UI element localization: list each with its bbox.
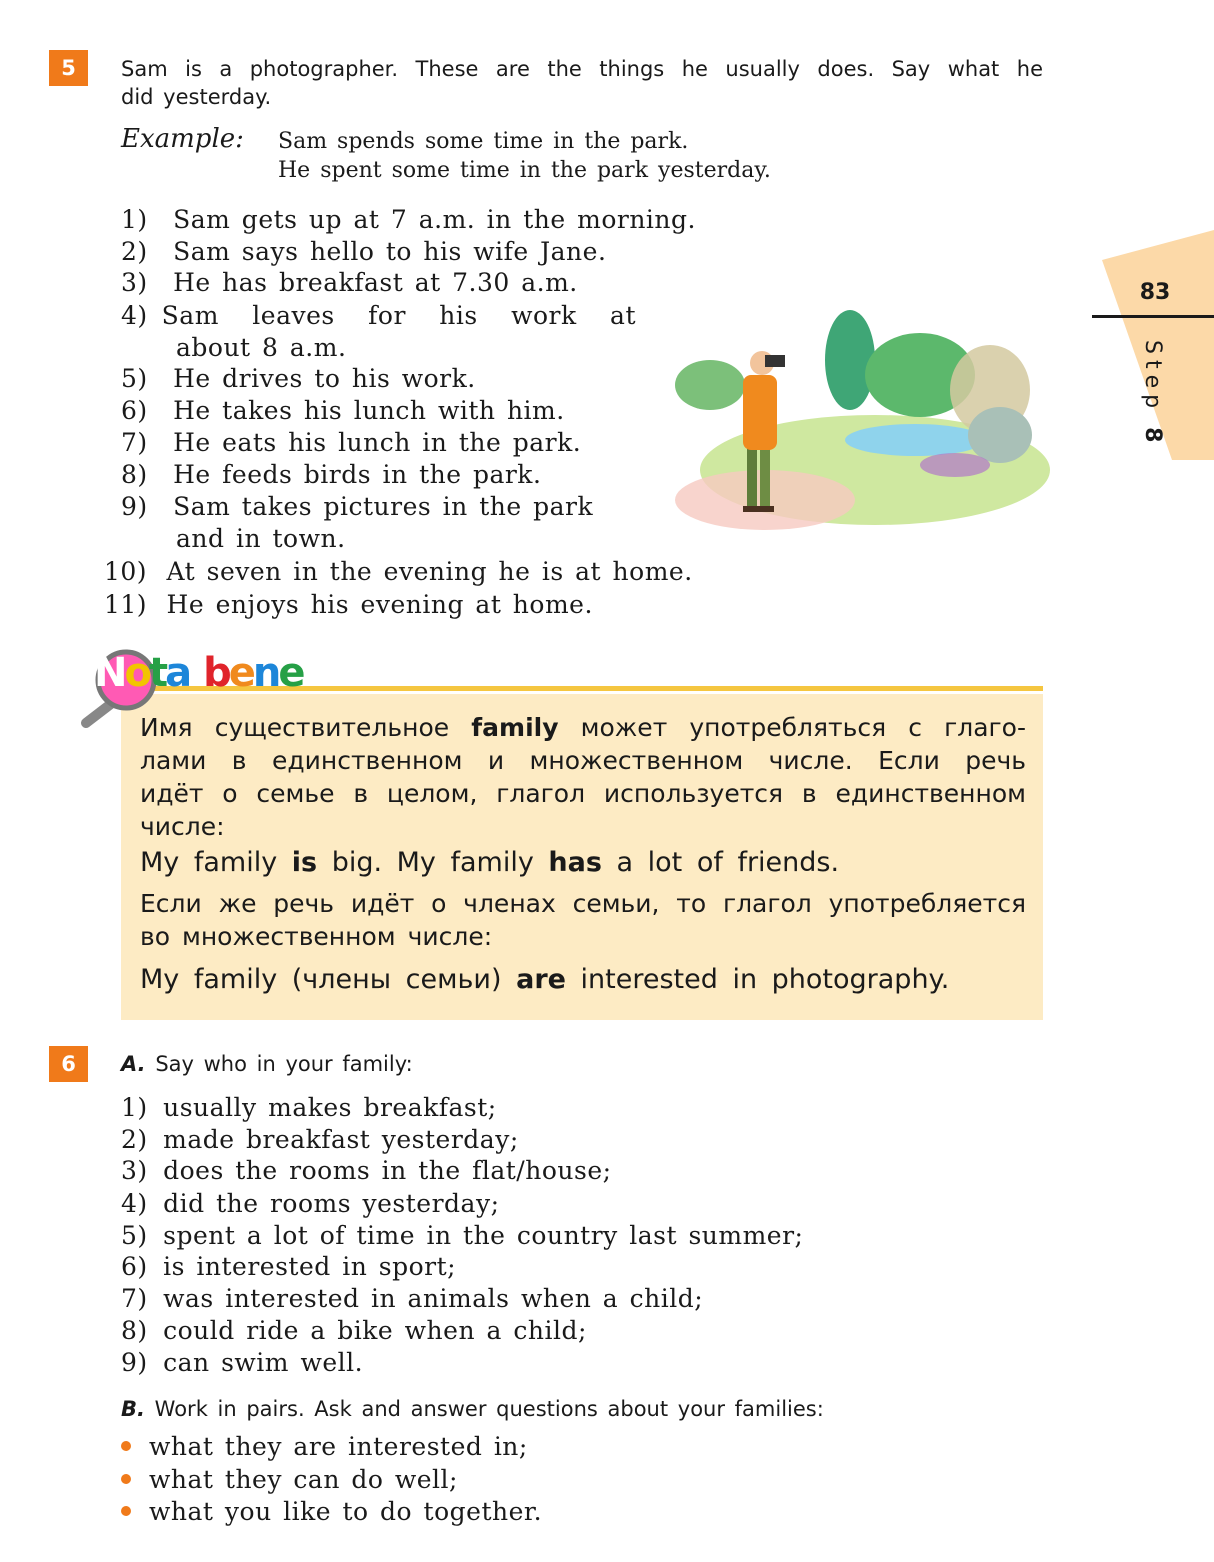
nota-bene-text: числе:: [140, 812, 225, 841]
list-item: 7) He eats his lunch in the park.: [121, 428, 582, 457]
list-item: 11) He enjoys his evening at home.: [104, 590, 593, 619]
nota-bene-text: во множественном числе:: [140, 922, 493, 951]
list-item: 1) usually makes breakfast;: [121, 1093, 497, 1122]
list-item: 3) He has breakfast at 7.30 a.m.: [121, 268, 578, 297]
bullet-icon: [121, 1474, 131, 1484]
bullet-item: what you like to do together.: [121, 1497, 542, 1526]
step-label: Step 8: [1140, 340, 1165, 449]
example-label: Example:: [121, 124, 244, 154]
nota-bene-title: Nota bene: [94, 650, 303, 696]
exercise-instruction-cont: did yesterday.: [121, 85, 272, 109]
list-item: 5) He drives to his work.: [121, 364, 476, 393]
bullet-icon: [121, 1441, 131, 1451]
nota-bene-text: Имя существительное family может употребляться с глаго-: [140, 713, 1026, 742]
list-item: 2) made breakfast yesterday;: [121, 1125, 519, 1154]
photographer-illustration: [665, 300, 1050, 545]
list-item: 6) is interested in sport;: [121, 1252, 457, 1281]
list-item: 1) Sam gets up at 7 a.m. in the morning.: [121, 205, 696, 234]
part-b-heading: B. Work in pairs. Ask and answer questions about your families:: [121, 1397, 824, 1421]
nota-bene-example: My family (члены семьи) are interested in photography.: [140, 964, 950, 995]
list-item: 10) At seven in the evening he is at home.: [104, 557, 693, 586]
nota-bene-text: идёт о семье в целом, глагол используется в единственном: [140, 779, 1026, 808]
nota-bene-text: Если же речь идёт о членах семьи, то глагол употребляется: [140, 889, 1026, 918]
exercise-number-badge: 5: [49, 50, 88, 86]
bullet-item: what they are interested in;: [121, 1432, 528, 1461]
bullet-item: what they can do well;: [121, 1465, 458, 1494]
list-item: 2) Sam says hello to his wife Jane.: [121, 237, 607, 266]
exercise-number-badge: 6: [49, 1046, 88, 1082]
list-item: 8) He feeds birds in the park.: [121, 460, 542, 489]
nota-bene-example: My family is big. My family has a lot of friends.: [140, 847, 840, 878]
list-item: 4) Sam leaves for his work at: [121, 301, 636, 330]
list-item: 3) does the rooms in the flat/house;: [121, 1156, 612, 1185]
list-item: 5) spent a lot of time in the country last summer;: [121, 1221, 804, 1250]
side-rule: [1092, 315, 1214, 318]
list-item: 8) could ride a bike when a child;: [121, 1316, 587, 1345]
bullet-icon: [121, 1506, 131, 1516]
page-number: 83: [1139, 280, 1171, 305]
example-line: Sam spends some time in the park.: [278, 129, 689, 154]
list-item: 4) did the rooms yesterday;: [121, 1189, 500, 1218]
list-item: 9) can swim well.: [121, 1348, 364, 1377]
part-a-heading: A. Say who in your family:: [121, 1052, 413, 1076]
example-line: He spent some time in the park yesterday.: [278, 158, 771, 183]
list-item: 6) He takes his lunch with him.: [121, 396, 565, 425]
exercise-instruction: Sam is a photographer. These are the things he usually does. Say what he: [121, 57, 1043, 81]
nota-bene-text: лами в единственном и множественном числе. Если речь: [140, 746, 1026, 775]
list-item: 9) Sam takes pictures in the park: [121, 492, 594, 521]
list-item: about 8 a.m.: [176, 333, 347, 362]
list-item: 7) was interested in animals when a child;: [121, 1284, 704, 1313]
list-item: and in town.: [176, 524, 346, 553]
